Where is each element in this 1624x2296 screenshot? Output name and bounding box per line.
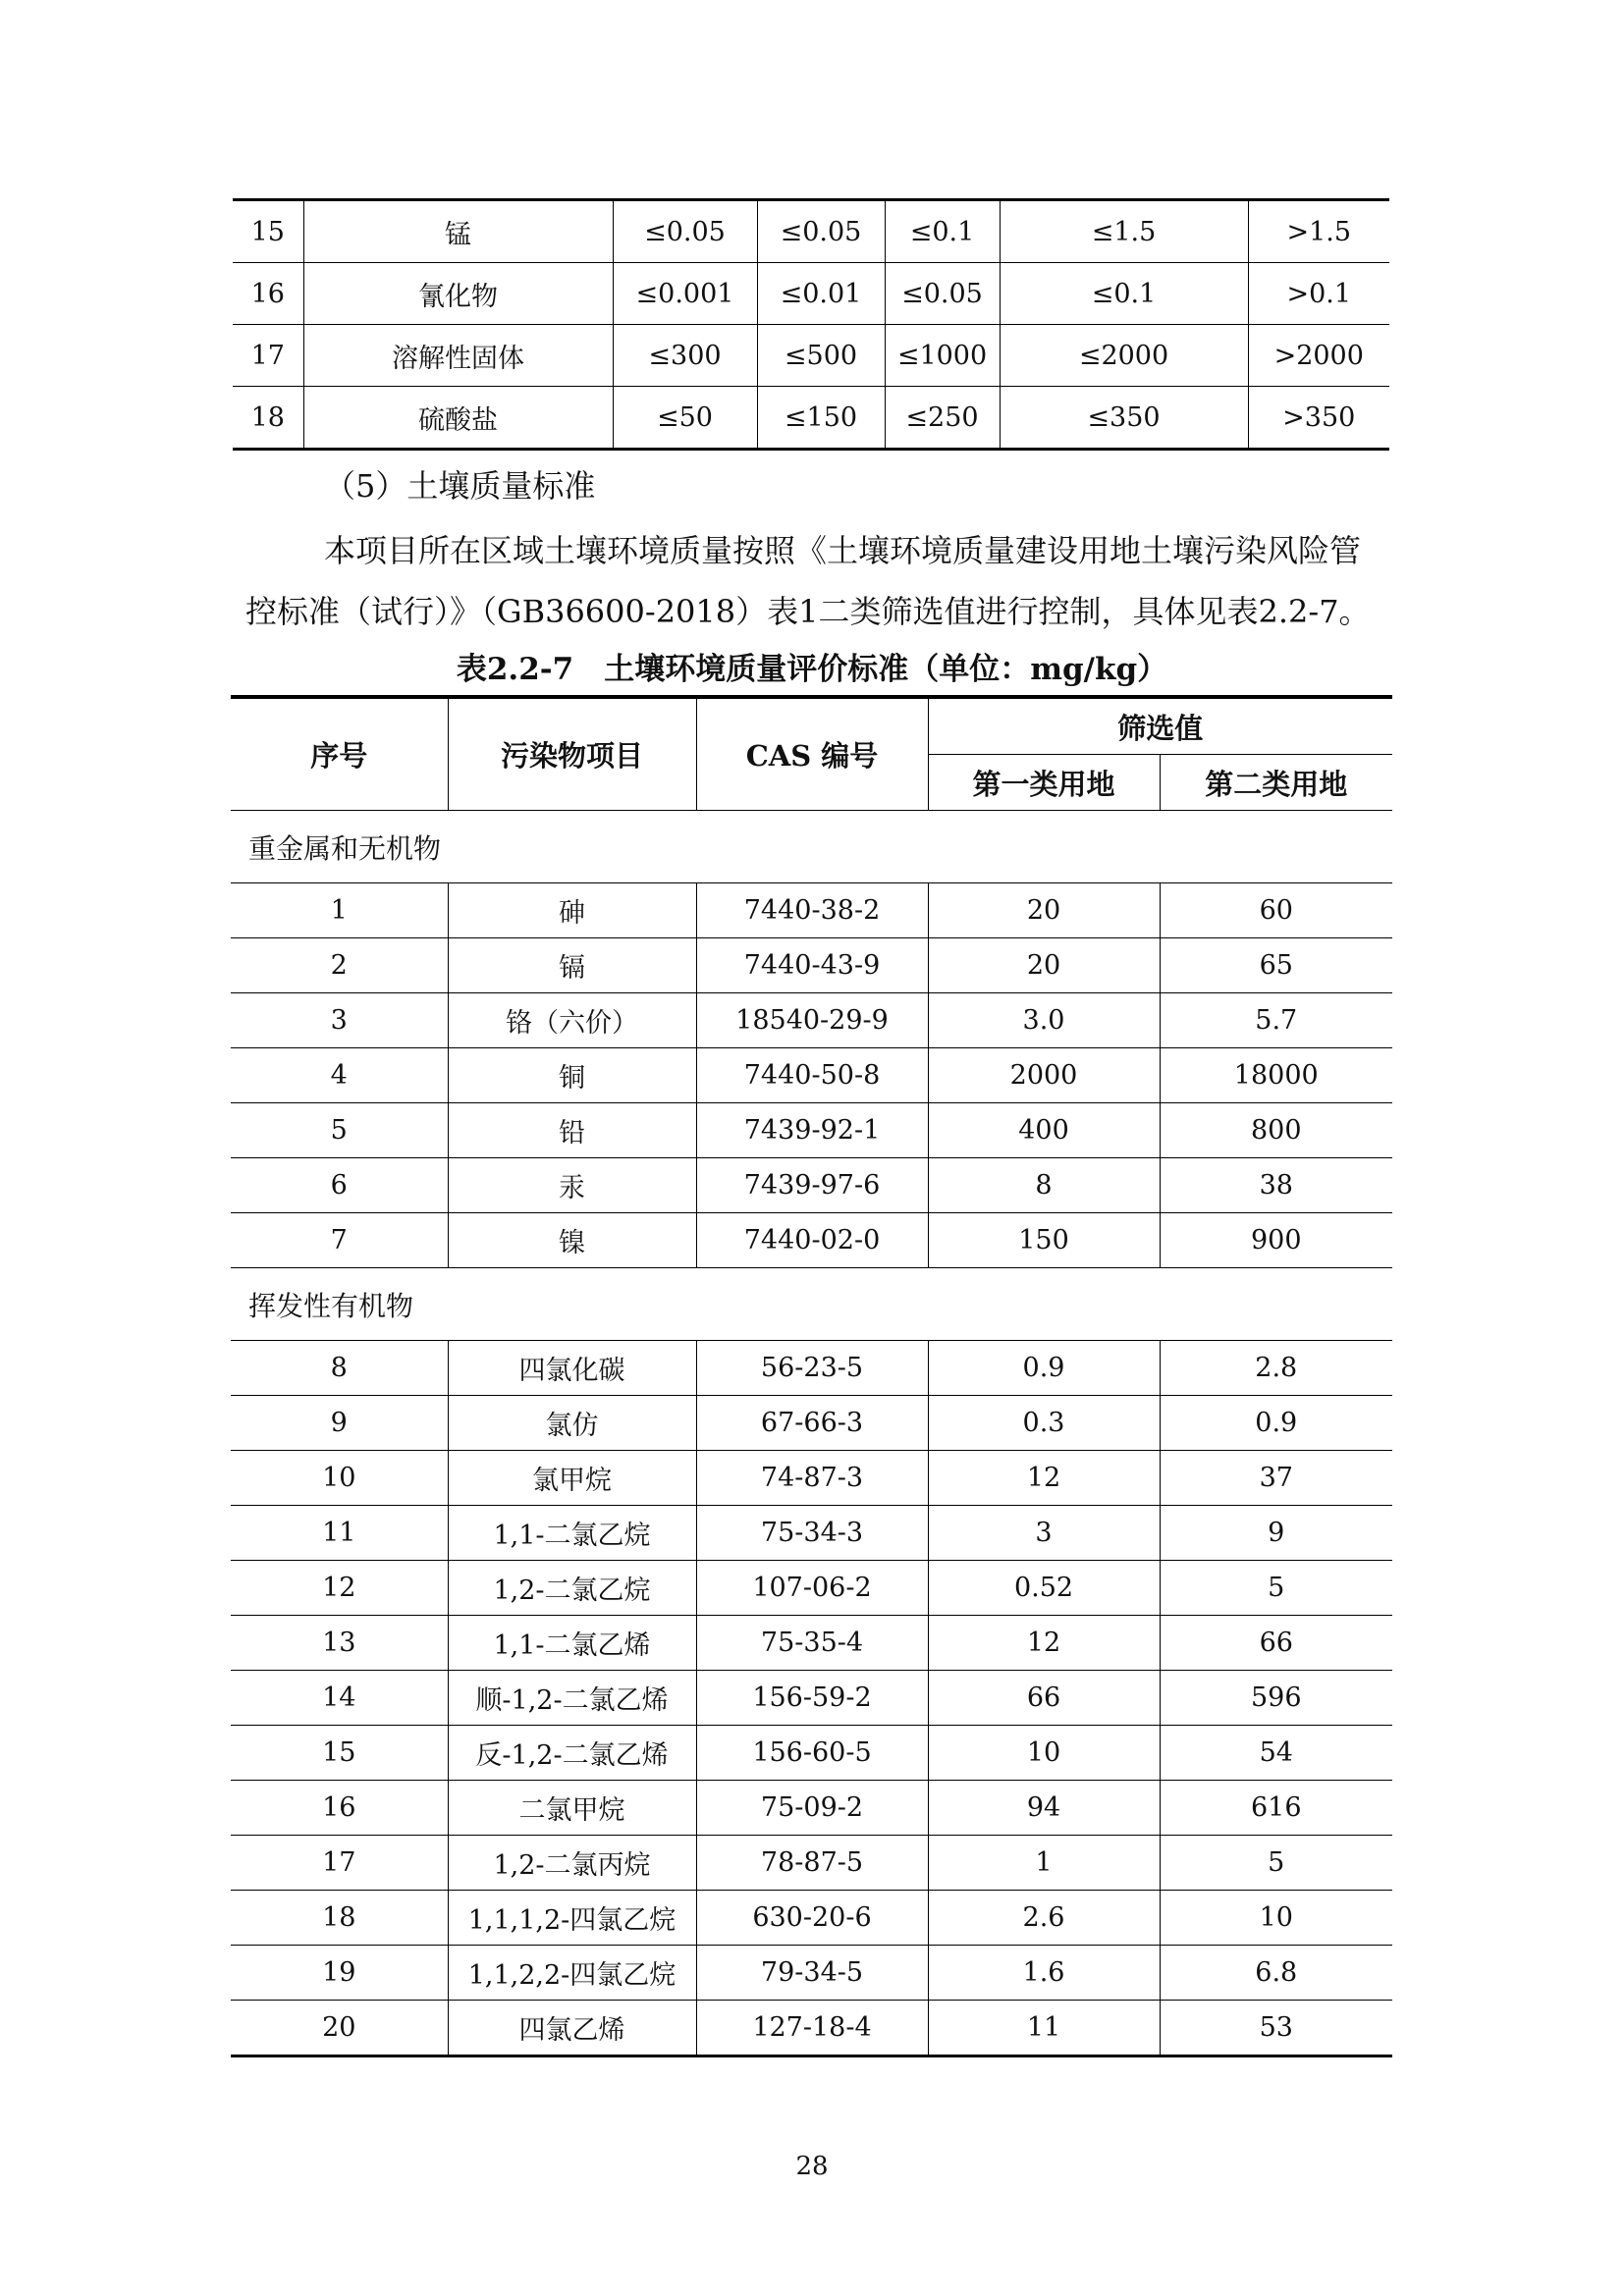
table-cell: 7 [231,1213,448,1268]
table-cell: ≤0.1 [1000,263,1248,325]
table-row [231,1103,1392,1158]
table-cell: 16 [231,1781,448,1836]
table-row [231,1341,1392,1396]
table-cell: 78-87-5 [696,1836,928,1891]
table-cell: 616 [1160,1781,1392,1836]
table-row [233,263,1389,325]
table-row [231,883,1392,938]
table-cell: 四氯化碳 [448,1341,696,1396]
table-cell: 630-20-6 [696,1891,928,1946]
table-row [231,1451,1392,1506]
table-cell: >350 [1248,387,1389,450]
table-cell: 1 [928,1836,1160,1891]
table-cell: 铅 [448,1103,696,1158]
table-cell: 锰 [303,200,613,263]
table-cell: ≤0.05 [757,200,885,263]
table-row [231,1946,1392,2001]
table-cell: 2000 [928,1048,1160,1103]
table-cell: ≤0.1 [885,200,1000,263]
table-cell: 156-60-5 [696,1726,928,1781]
table-cell: 0.3 [928,1396,1160,1451]
table-cell: ≤0.05 [885,263,1000,325]
header-class1-land: 第一类用地 [928,755,1160,811]
table-cell: 12 [928,1616,1160,1671]
table-cell: 6.8 [1160,1946,1392,2001]
table-row [231,1561,1392,1616]
table-cell: ≤300 [613,325,757,387]
table-cell: 18 [233,387,303,450]
table-cell: 1,2-二氯丙烷 [448,1836,696,1891]
table-cell: 硫酸盐 [303,387,613,450]
table-cell: 5 [231,1103,448,1158]
table-cell: ≤1.5 [1000,200,1248,263]
table-cell: ≤0.05 [613,200,757,263]
table-cell: 53 [1160,2001,1392,2056]
table-cell: 127-18-4 [696,2001,928,2056]
table-cell: 16 [233,263,303,325]
table-cell: 400 [928,1103,1160,1158]
table-cell: 17 [233,325,303,387]
table-cell: 8 [928,1158,1160,1213]
table-cell: 800 [1160,1103,1392,1158]
table-cell: 二氯甲烷 [448,1781,696,1836]
table-cell: 14 [231,1671,448,1726]
table-cell: 18540-29-9 [696,993,928,1048]
table-section-row [231,811,1392,883]
header-class2-land: 第二类用地 [1160,755,1392,811]
table-cell: ≤500 [757,325,885,387]
table-cell: 12 [928,1451,1160,1506]
table-caption: 表2.2-7 土壤环境质量评价标准（单位：mg/kg） [456,652,1168,687]
table-cell: 60 [1160,883,1392,938]
table-cell: 56-23-5 [696,1341,928,1396]
table-row [231,1396,1392,1451]
table-row [231,1506,1392,1561]
table-cell: 17 [231,1836,448,1891]
table-cell: 5 [1160,1836,1392,1891]
section-title: 挥发性有机物 [231,1268,1392,1341]
table-row [231,1781,1392,1836]
header-cas: CAS 编号 [696,697,928,811]
table-cell: ≤0.01 [757,263,885,325]
table-cell: 1 [231,883,448,938]
table-row [231,1158,1392,1213]
table-cell: ≤0.001 [613,263,757,325]
table-cell: 汞 [448,1158,696,1213]
table-cell: 54 [1160,1726,1392,1781]
section-title: 重金属和无机物 [231,811,1392,883]
table-cell: 9 [231,1396,448,1451]
table-cell: 66 [1160,1616,1392,1671]
header-item: 污染物项目 [448,697,696,811]
table-row [231,1891,1392,1946]
table-cell: 12 [231,1561,448,1616]
table-cell: 砷 [448,883,696,938]
table-cell: >1.5 [1248,200,1389,263]
table-cell: 1.6 [928,1946,1160,2001]
table-cell: 13 [231,1616,448,1671]
header-screening-value: 筛选值 [928,697,1392,755]
table-cell: 0.9 [928,1341,1160,1396]
table-cell: 7439-97-6 [696,1158,928,1213]
table-row [231,1616,1392,1671]
table-cell: 2.6 [928,1891,1160,1946]
table-cell: 11 [928,2001,1160,2056]
table-cell: 4 [231,1048,448,1103]
table-cell: 1,1-二氯乙烷 [448,1506,696,1561]
table-cell: 铬（六价） [448,993,696,1048]
table-cell: 10 [1160,1891,1392,1946]
table-cell: 1,1,1,2-四氯乙烷 [448,1891,696,1946]
table-cell: 氯仿 [448,1396,696,1451]
table-cell: 94 [928,1781,1160,1836]
table-cell: 66 [928,1671,1160,1726]
table-cell: 67-66-3 [696,1396,928,1451]
table-cell: 20 [928,938,1160,993]
table-cell: 5.7 [1160,993,1392,1048]
table-cell: 7440-02-0 [696,1213,928,1268]
table-row [231,1048,1392,1103]
table-cell: 18000 [1160,1048,1392,1103]
table-cell: 156-59-2 [696,1671,928,1726]
table-row [233,387,1389,450]
table-cell: 15 [231,1726,448,1781]
table-cell: 37 [1160,1451,1392,1506]
table-cell: 铜 [448,1048,696,1103]
table-cell: 15 [233,200,303,263]
table-cell: 1,2-二氯乙烷 [448,1561,696,1616]
table-row [231,2001,1392,2056]
table-cell: 氰化物 [303,263,613,325]
table-cell: 38 [1160,1158,1392,1213]
table-cell: 3 [231,993,448,1048]
table-cell: 10 [928,1726,1160,1781]
table-cell: 3 [928,1506,1160,1561]
table-row [231,938,1392,993]
table-cell: 8 [231,1341,448,1396]
table-row [231,1836,1392,1891]
table-cell: 75-34-3 [696,1506,928,1561]
table-section-row [231,1268,1392,1341]
table-cell: 镍 [448,1213,696,1268]
soil-quality-standard-table [231,695,1392,2057]
table-cell: 顺-1,2-二氯乙烯 [448,1671,696,1726]
table-cell: >2000 [1248,325,1389,387]
table-cell: 75-35-4 [696,1616,928,1671]
table-cell: ≤250 [885,387,1000,450]
table-cell: 5 [1160,1561,1392,1616]
table-cell: 氯甲烷 [448,1451,696,1506]
table-cell: 溶解性固体 [303,325,613,387]
table-row [231,993,1392,1048]
table-cell: 7440-50-8 [696,1048,928,1103]
table-cell: 20 [231,2001,448,2056]
table-cell: 1,1-二氯乙烯 [448,1616,696,1671]
table-row [231,1213,1392,1268]
table-cell: 镉 [448,938,696,993]
groundwater-standard-table-continued [233,198,1389,451]
table-cell: 9 [1160,1506,1392,1561]
table-cell: >0.1 [1248,263,1389,325]
table-cell: 596 [1160,1671,1392,1726]
table-row [233,200,1389,263]
table-cell: 2 [231,938,448,993]
table-cell: 79-34-5 [696,1946,928,2001]
table-cell: ≤50 [613,387,757,450]
table-cell: 65 [1160,938,1392,993]
table-cell: 2.8 [1160,1341,1392,1396]
table-row [231,1726,1392,1781]
body-paragraph: 本项目所在区域土壤环境质量按照《土壤环境质量建设用地土壤污染风险管控标准（试行）》（GB36600-2018）表1二类筛选值进行控制，具体见表2.2-7。 [245,532,1371,630]
table-cell: 7440-43-9 [696,938,928,993]
table-cell: 900 [1160,1213,1392,1268]
table-cell: ≤2000 [1000,325,1248,387]
table-cell: 7440-38-2 [696,883,928,938]
table-cell: 3.0 [928,993,1160,1048]
table-cell: 6 [231,1158,448,1213]
table-cell: 150 [928,1213,1160,1268]
page-number: 28 [795,2152,829,2181]
table-cell: 11 [231,1506,448,1561]
table-cell: 19 [231,1946,448,2001]
table-cell: 10 [231,1451,448,1506]
table-cell: 四氯乙烯 [448,2001,696,2056]
table-row [231,1671,1392,1726]
table-cell: 75-09-2 [696,1781,928,1836]
header-no: 序号 [231,697,448,811]
table-cell: ≤1000 [885,325,1000,387]
table-row [233,325,1389,387]
table-cell: 7439-92-1 [696,1103,928,1158]
table-cell: ≤350 [1000,387,1248,450]
table-cell: 反-1,2-二氯乙烯 [448,1726,696,1781]
table-cell: ≤150 [757,387,885,450]
table-cell: 0.52 [928,1561,1160,1616]
table-cell: 1,1,2,2-四氯乙烷 [448,1946,696,2001]
table-cell: 0.9 [1160,1396,1392,1451]
section-heading: （5）土壤质量标准 [324,467,596,505]
table-cell: 107-06-2 [696,1561,928,1616]
table-cell: 20 [928,883,1160,938]
table-cell: 18 [231,1891,448,1946]
table-cell: 74-87-3 [696,1451,928,1506]
